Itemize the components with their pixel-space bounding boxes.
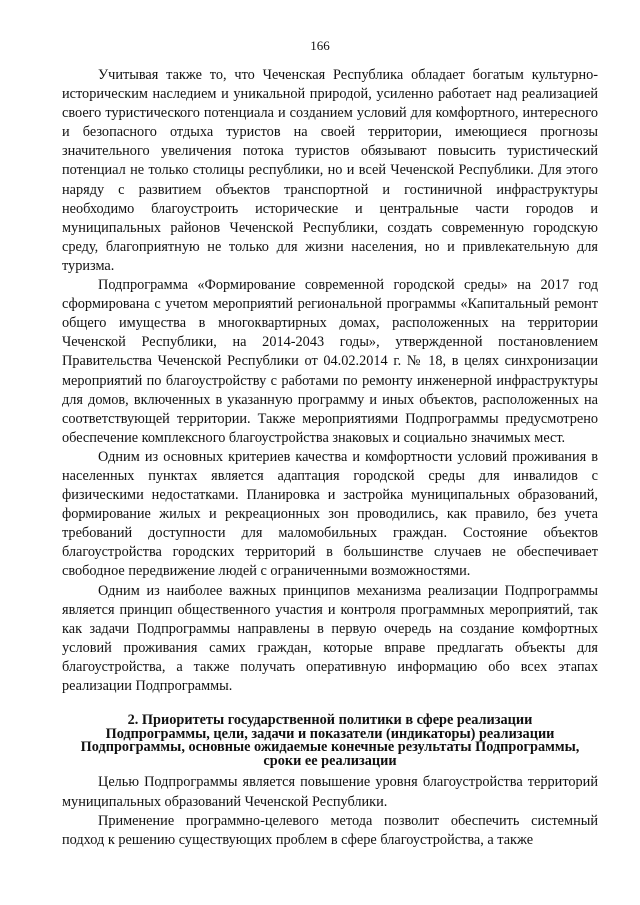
page-content	[62, 66, 598, 850]
section-heading-line: сроки ее реализации	[263, 752, 397, 769]
paragraph-accessibility: Одним из основных критериев качества и комфортности условий проживания в населенных пунктах является адаптация городской среды для инвалидов с физическими недостатками. Планировка и застройка муниципальных образований, формирование жилых и рекреационных зон проводились, как правило, без учета требований доступности для маломобильных граждан. Состояние объектов благоустройства городских территорий в большинстве случаев не обеспечивает свободное передвижение людей с ограниченными возможностями.	[62, 448, 598, 580]
paragraph-subprogram-formation: Подпрограмма «Формирование современной городской среды» на 2017 год сформирована с учетом мероприятий региональной программы «Капитальный ремонт общего имущества в многоквартирных домах, расположенных на территории Чеченской Республики, на 2014-2043 годы», утвержденной постановлением Правительства Чеченской Республики от 04.02.2014 г. № 18, в целях синхронизации мероприятий по благоустройству с работами по ремонту инженерной инфраструктуры для домов, включенных в указанную программу и иных объектов, расположенных на соответствующей территории. Также мероприятиями Подпрограммы предусмотрено обеспечение комплексного благоустройства знаковых и социально значимых мест.	[62, 277, 598, 446]
paragraph-method: Применение программно-целевого метода позволит обеспечить системный подход к решению существующих проблем в сфере благоустройства, а также	[62, 812, 598, 848]
page-number: 166	[310, 38, 330, 53]
paragraph-public-participation: Одним из наиболее важных принципов механизма реализации Подпрограммы является принцип общественного участия и контроля программных мероприятий, так как задачи Подпрограммы направлены в первую очередь на создание комфортных условий проживания самих граждан, которые вправе предлагать объекты для благоустройства, а также получать оперативную информацию обо всех этапах реализации Подпрограммы.	[62, 582, 598, 694]
paragraph-goal: Целью Подпрограммы является повышение уровня благоустройства территорий муниципальных образований Чеченской Республики.	[62, 774, 598, 810]
paragraph-tourism: Учитывая также то, что Чеченская Республика обладает богатым культурно-историческим наследием и уникальной природой, усиленно работает над реализацией своего туристического потенциала и созданием условий для комфортного, интересного и безопасного отдыха туристов на своей территории, имеющиеся прогнозы значительного увеличения потока туристов обязывают повысить туристический потенциал не только столицы республики, но и всей Чеченской Республики. Для этого наряду с развитием объектов транспортной и гостиничной инфраструктуры необходимо благоустроить исторические и центральные части городов и муниципальных районов Чеченской Республики, создать современную городскую среду, благоприятную не только для жизни населения, но и привлекательную для туризма.	[62, 67, 598, 274]
section-heading-line: Подпрограммы, цели, задачи и показатели (индикаторы) реализации	[105, 725, 555, 742]
section-heading-line: Подпрограммы, основные ожидаемые конечные результаты Подпрограммы,	[80, 739, 580, 756]
section-heading-line: 2. Приоритеты государственной политики в сфере реализации	[127, 712, 533, 729]
section-heading	[62, 714, 598, 768]
